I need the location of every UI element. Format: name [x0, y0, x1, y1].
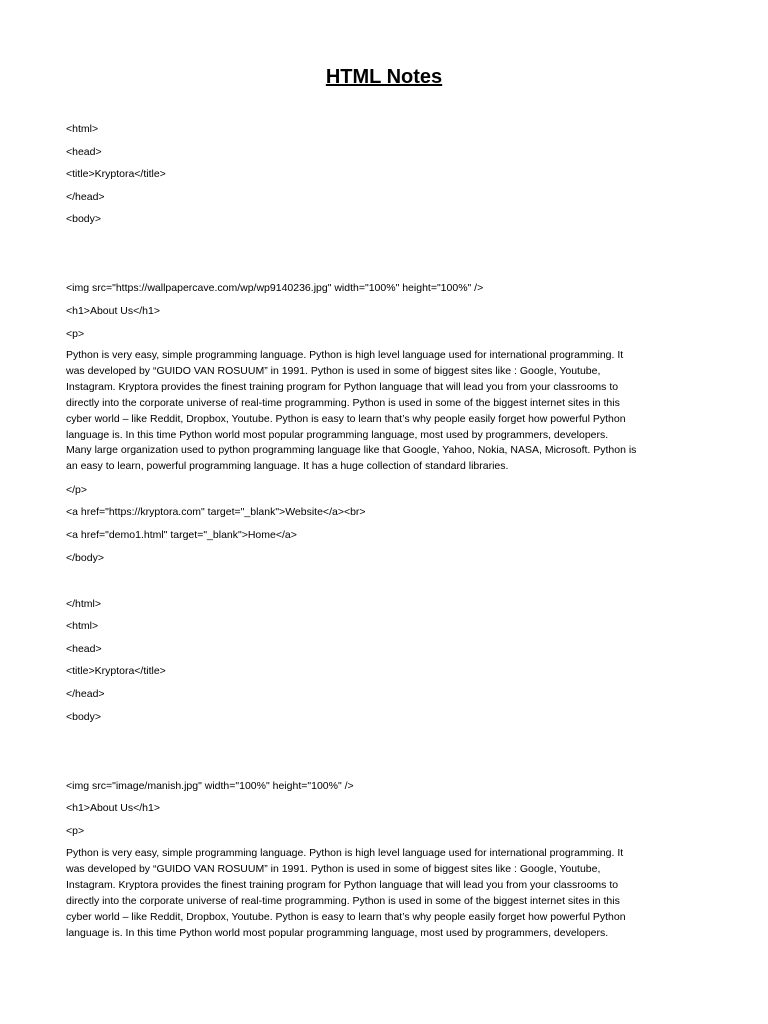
paragraph-line: was developed by “GUIDO VAN ROSUUM” in 1991. Python is used in some of biggest sites like : Google, Youtube,: [66, 862, 601, 875]
paragraph-line: cyber world – like Reddit, Dropbox, Youtube. Python is easy to learn that’s why people easily forget how powerful Python: [66, 412, 626, 425]
page-title: HTML Notes: [325, 66, 443, 88]
code-line-head-open: <head>: [66, 643, 102, 655]
paragraph-line: an easy to learn, powerful programming language. It has a huge collection of standard libraries.: [66, 460, 509, 473]
code-line-body-close: </body>: [66, 552, 104, 564]
code-line-p-close: </p>: [66, 484, 88, 496]
paragraph-line: cyber world – like Reddit, Dropbox, Youtube. Python is easy to learn that’s why people easily forget how powerful Python: [66, 910, 626, 923]
paragraph-line: directly into the corporate universe of real-time programming. Python is used in some of the biggest internet sites in this: [66, 396, 620, 409]
code-line-p-open: <p>: [66, 825, 85, 837]
code-line-body-open: <body>: [66, 711, 102, 723]
paragraph-text: [66, 846, 706, 941]
code-line-website-link: <a href="https://kryptora.com" target="_blank">Website</a><br>: [66, 506, 366, 518]
paragraph-line: language is. In this time Python world most popular programming language, most used by programmers, developers.: [66, 926, 609, 939]
code-line-img: <img src="https://wallpapercave.com/wp/wp9140236.jpg" width="100%" height="100%" />: [66, 282, 484, 294]
code-line-p-open: <p>: [66, 328, 85, 340]
paragraph-line: Python is very easy, simple programming language. Python is high level language used for international programming. It: [66, 847, 624, 859]
paragraph-line: Instagram. Kryptora provides the finest training program for Python language that will lead you from your classrooms to: [66, 878, 619, 891]
paragraph-line: language is. In this time Python world most popular programming language, most used by programmers, developers.: [66, 428, 609, 441]
code-line-title: <title>Kryptora</title>: [66, 665, 166, 677]
code-line-img: <img src="image/manish.jpg" width="100%" height="100%" />: [66, 780, 354, 792]
paragraph-line: Python is very easy, simple programming language. Python is high level language used for international programming. It: [66, 349, 624, 361]
paragraph-line: directly into the corporate universe of real-time programming. Python is used in some of the biggest internet sites in this: [66, 894, 620, 907]
paragraph-line: Many large organization used to python programming language like that Google, Yahoo, Nokia, NASA, Microsoft. Python is: [66, 444, 637, 457]
code-line-home-link: <a href="demo1.html" target="_blank">Home</a>: [66, 529, 297, 541]
code-line-head-close: </head>: [66, 191, 105, 203]
code-line-body-open: <body>: [66, 213, 102, 225]
code-line-h1: <h1>About Us</h1>: [66, 802, 160, 814]
code-line-h1: <h1>About Us</h1>: [66, 305, 160, 317]
code-line-head-open: <head>: [66, 146, 102, 158]
code-line-html-open: <html>: [66, 123, 99, 135]
paragraph-line: was developed by “GUIDO VAN ROSUUM” in 1991. Python is used in some of biggest sites like : Google, Youtube,: [66, 364, 601, 377]
code-line-title: <title>Kryptora</title>: [66, 168, 166, 180]
code-line-html-close: </html>: [66, 598, 102, 610]
paragraph-text: [66, 348, 706, 475]
paragraph-line: Instagram. Kryptora provides the finest training program for Python language that will lead you from your classrooms to: [66, 380, 619, 393]
code-line-html-open: <html>: [66, 620, 99, 632]
code-line-head-close: </head>: [66, 688, 105, 700]
